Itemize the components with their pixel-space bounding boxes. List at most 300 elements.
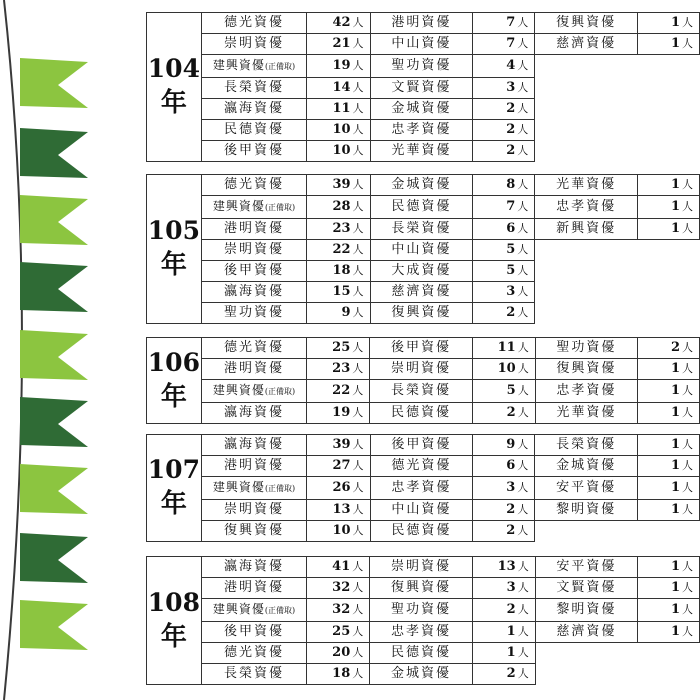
school-name-text: 大成資優 [391,263,452,278]
blank-cell [637,55,699,78]
school-name-text: 復興資優 [556,15,617,30]
blank-cell [637,78,699,99]
student-count [307,303,370,324]
blank-cell [535,78,638,99]
school-name [201,99,307,120]
blank-cell [535,664,637,685]
school-name [535,500,638,521]
count-number: 1 [670,559,680,574]
year-suffix: 年 [160,489,187,520]
school-name-text: 安平資優 [556,480,617,495]
count-number: 1 [670,15,680,30]
count-number: 26 [332,480,351,495]
year-table-107 [146,434,700,542]
school-name-text: 忠孝資優 [556,199,617,214]
count-unit: 人 [517,102,529,115]
count-unit: 人 [682,406,693,419]
count-number: 2 [506,122,516,137]
count-unit: 人 [352,459,364,472]
student-count [638,338,700,359]
count-number: 5 [506,242,516,257]
student-count [638,622,700,643]
count-number: 2 [506,666,516,681]
student-count [307,261,370,282]
admission-note: (正備取) [264,484,296,493]
count-unit: 人 [352,438,364,451]
school-name-text: 德光資優 [224,15,285,30]
count-unit: 人 [352,102,364,115]
count-unit: 人 [352,625,364,638]
school-name-text: 忠孝資優 [390,624,451,639]
student-count [472,578,535,599]
count-number: 32 [332,602,351,617]
school-name-text: 慈濟資優 [391,284,452,299]
student-count [637,196,699,219]
count-number: 1 [670,36,680,51]
table-row [147,578,700,599]
school-name [370,643,472,664]
school-name [535,578,637,599]
blank-cell [637,99,699,120]
year-table-106 [146,337,700,424]
blank-cell [637,521,699,542]
school-name-text: 崇明資優 [224,502,285,517]
school-name [370,196,473,219]
student-count [473,477,535,500]
count-number: 20 [332,645,351,660]
student-count [638,380,700,403]
school-name [535,435,638,456]
count-number: 6 [506,458,516,473]
table-row [147,78,700,99]
count-number: 1 [670,602,680,617]
school-name-text: 復興資優 [391,305,452,320]
count-unit: 人 [517,144,529,157]
school-name-text: 德光資優 [223,340,284,355]
year-label [147,557,202,685]
school-name [201,13,307,34]
school-name-text: 聖功資優 [390,602,451,617]
school-name [535,338,637,359]
student-count [473,13,535,34]
count-number: 1 [670,221,680,236]
count-unit: 人 [352,560,364,573]
student-count [472,403,535,424]
count-number: 2 [506,405,516,420]
year-label [147,13,202,162]
school-name [201,664,306,685]
school-name [201,456,307,477]
count-unit: 人 [517,341,529,354]
count-number: 13 [332,502,351,517]
student-count [637,435,699,456]
school-name [370,282,473,303]
school-name [201,175,307,196]
table-row [147,643,700,664]
school-name [201,261,307,282]
school-name [370,578,472,599]
school-name [201,303,307,324]
school-name-text: 民德資優 [391,523,452,538]
count-unit: 人 [352,384,364,397]
table-row [147,664,700,685]
table-row [147,196,700,219]
count-unit: 人 [352,144,364,157]
school-name [535,599,637,622]
count-unit: 人 [352,81,364,94]
count-unit: 人 [682,459,693,472]
school-name-text: 後甲資優 [223,624,284,639]
student-count [473,141,535,162]
table-row [147,141,700,162]
count-number: 28 [332,199,351,214]
school-name [370,359,472,380]
count-unit: 人 [517,16,529,29]
school-name [201,55,307,78]
count-number: 1 [670,361,680,376]
year-number: 104 [147,54,200,84]
school-name-text: 黎明資優 [556,602,617,617]
student-count [472,664,535,685]
school-name [370,664,472,685]
count-unit: 人 [517,37,529,50]
count-number: 25 [332,624,351,639]
year-label [147,435,202,542]
school-name-text: 民德資優 [390,645,451,660]
school-name-text: 後甲資優 [391,437,452,452]
school-name-text: 忠孝資優 [391,122,452,137]
count-number: 7 [506,15,516,30]
table-row [147,599,700,622]
admission-note: (正備取) [264,387,296,396]
count-number: 10 [497,361,516,376]
year-number: 108 [147,587,200,617]
year-suffix: 年 [160,88,187,119]
school-name-text: 後甲資優 [224,263,285,278]
school-name [201,141,307,162]
student-count [307,380,370,403]
school-name [201,78,307,99]
student-count [307,403,370,424]
table-row [147,403,700,424]
count-unit: 人 [682,222,693,235]
count-unit: 人 [682,438,693,451]
year-label [147,175,202,324]
school-name-text: 安平資優 [556,559,617,574]
school-name [370,240,473,261]
count-unit: 人 [517,222,529,235]
school-name-text: 瀛海資優 [224,437,285,452]
count-number: 27 [332,458,351,473]
count-number: 10 [332,143,351,158]
blank-cell [535,521,638,542]
school-name-text: 民德資優 [390,405,451,420]
student-count [473,219,535,240]
student-count [637,477,699,500]
student-count [638,359,700,380]
student-count [307,55,370,78]
count-number: 1 [670,199,680,214]
count-number: 3 [506,80,516,95]
count-number: 2 [506,101,516,116]
admission-note: (正備取) [264,606,296,615]
school-name-text: 瀛海資優 [224,101,285,116]
school-name [370,13,473,34]
school-name [370,303,473,324]
count-number: 1 [670,458,680,473]
count-unit: 人 [352,222,364,235]
blank-cell [535,261,638,282]
count-unit: 人 [517,306,529,319]
school-name [370,120,473,141]
count-number: 10 [332,523,351,538]
count-number: 10 [332,122,351,137]
year-suffix: 年 [160,621,187,652]
blank-cell [637,120,699,141]
school-name-text: 光華資優 [556,177,617,192]
count-unit: 人 [352,581,364,594]
table-row [147,99,700,120]
count-number: 1 [670,580,680,595]
count-unit: 人 [517,384,529,397]
school-name [535,196,638,219]
count-number: 5 [506,383,516,398]
school-name [370,219,473,240]
school-name-text: 後甲資優 [224,143,285,158]
school-name-text: 長榮資優 [223,666,284,681]
count-unit: 人 [682,560,693,573]
school-name [370,175,473,196]
student-count [307,338,370,359]
table-row [147,456,700,477]
count-number: 2 [506,305,516,320]
school-name [201,643,306,664]
count-number: 2 [670,340,680,355]
year-number: 105 [147,216,200,246]
school-name [370,599,472,622]
school-name [201,120,307,141]
year-label [147,338,202,424]
school-name [370,435,473,456]
count-number: 1 [670,383,680,398]
count-number: 1 [506,645,516,660]
count-unit: 人 [682,16,693,29]
school-name-text: 港明資優 [391,15,452,30]
school-name-text: 中山資優 [391,502,452,517]
blank-cell [637,261,699,282]
school-name-text: 文賢資優 [391,80,452,95]
count-number: 32 [332,580,351,595]
school-name [201,338,306,359]
student-count [638,403,700,424]
count-number: 3 [506,284,516,299]
count-number: 2 [506,523,516,538]
school-name [370,521,473,542]
count-unit: 人 [352,37,364,50]
count-number: 11 [497,340,516,355]
student-count [473,34,535,55]
count-number: 42 [332,15,351,30]
school-name [535,219,638,240]
school-name [370,456,473,477]
student-count [307,622,370,643]
school-name-text: 復興資優 [556,361,617,376]
school-name [370,477,473,500]
count-unit: 人 [682,581,693,594]
count-number: 9 [506,437,516,452]
student-count [472,599,535,622]
count-number: 7 [506,199,516,214]
table-row [147,338,700,359]
count-unit: 人 [517,243,529,256]
count-unit: 人 [682,625,693,638]
school-name-text: 忠孝資優 [556,383,617,398]
school-name-text: 新興資優 [556,221,617,236]
school-name-text: 中山資優 [391,36,452,51]
student-count [307,359,370,380]
count-number: 3 [506,480,516,495]
count-number: 18 [332,666,351,681]
count-number: 22 [332,383,351,398]
student-count [472,380,535,403]
school-name-text: 復興資優 [390,580,451,595]
school-name-text: 長榮資優 [391,221,452,236]
count-unit: 人 [352,603,364,616]
school-name-text: 建興資優 [212,602,265,616]
count-number: 14 [332,80,351,95]
count-unit: 人 [352,667,364,680]
count-number: 1 [670,437,680,452]
school-name [201,622,306,643]
count-number: 39 [332,437,351,452]
count-unit: 人 [352,406,364,419]
school-name-text: 長榮資優 [224,80,285,95]
student-count [637,34,699,55]
school-name-text: 忠孝資優 [391,480,452,495]
count-unit: 人 [352,200,364,213]
count-unit: 人 [352,524,364,537]
student-count [638,599,700,622]
table-row [147,219,700,240]
count-unit: 人 [682,178,693,191]
school-name [201,557,306,578]
count-number: 21 [332,36,351,51]
school-name-text: 中山資優 [391,242,452,257]
count-unit: 人 [517,264,529,277]
school-name [370,338,472,359]
year-suffix: 年 [160,250,187,281]
school-name [201,599,306,622]
student-count [473,120,535,141]
school-name-text: 建興資優 [212,383,265,397]
blank-cell [637,282,699,303]
count-unit: 人 [352,243,364,256]
school-name [201,219,307,240]
count-number: 4 [506,58,516,73]
table-row [147,175,700,196]
student-count [307,557,370,578]
count-number: 23 [332,221,351,236]
school-name-text: 金城資優 [556,458,617,473]
count-unit: 人 [517,59,529,72]
school-name [535,557,637,578]
student-count [307,282,370,303]
count-number: 1 [506,624,516,639]
school-name-text: 港明資優 [223,361,284,376]
count-number: 6 [506,221,516,236]
count-unit: 人 [682,384,693,397]
count-unit: 人 [352,481,364,494]
school-name [201,521,307,542]
year-suffix: 年 [160,381,187,412]
student-count [307,521,370,542]
school-name [201,477,307,500]
student-count [637,175,699,196]
school-name-text: 金城資優 [391,177,452,192]
count-number: 1 [670,624,680,639]
student-count [307,664,370,685]
school-name [535,175,638,196]
count-unit: 人 [352,341,364,354]
blank-cell [535,643,637,664]
count-unit: 人 [517,524,529,537]
school-name-text: 民德資優 [391,199,452,214]
student-count [473,99,535,120]
table-row [147,13,700,34]
count-unit: 人 [517,406,529,419]
count-number: 1 [670,177,680,192]
school-name-text: 光華資優 [556,405,617,420]
student-count [472,338,535,359]
table-row [147,55,700,78]
student-count [473,55,535,78]
student-count [307,196,370,219]
school-name-text: 慈濟資優 [556,36,617,51]
student-count [307,141,370,162]
count-unit: 人 [682,37,693,50]
admission-note: (正備取) [264,62,296,71]
count-number: 11 [332,101,351,116]
student-count [637,219,699,240]
count-unit: 人 [682,200,693,213]
school-name [370,78,473,99]
student-count [472,643,535,664]
count-unit: 人 [517,581,529,594]
year-number: 107 [147,455,200,485]
blank-cell [535,303,638,324]
count-unit: 人 [517,81,529,94]
school-name-text: 聖功資優 [391,58,452,73]
count-unit: 人 [352,362,364,375]
count-unit: 人 [517,362,529,375]
table-row [147,303,700,324]
blank-cell [535,141,638,162]
school-name-text: 長榮資優 [556,437,617,452]
school-name-text: 崇明資優 [390,559,451,574]
school-name [535,403,637,424]
blank-cell [638,643,700,664]
count-unit: 人 [352,646,364,659]
year-table-104 [146,12,700,162]
count-unit: 人 [517,123,529,136]
count-unit: 人 [352,178,364,191]
school-name [370,99,473,120]
count-number: 19 [332,405,351,420]
admission-note: (正備取) [264,203,296,212]
school-name-text: 後甲資優 [390,340,451,355]
count-unit: 人 [682,481,693,494]
blank-cell [535,120,638,141]
